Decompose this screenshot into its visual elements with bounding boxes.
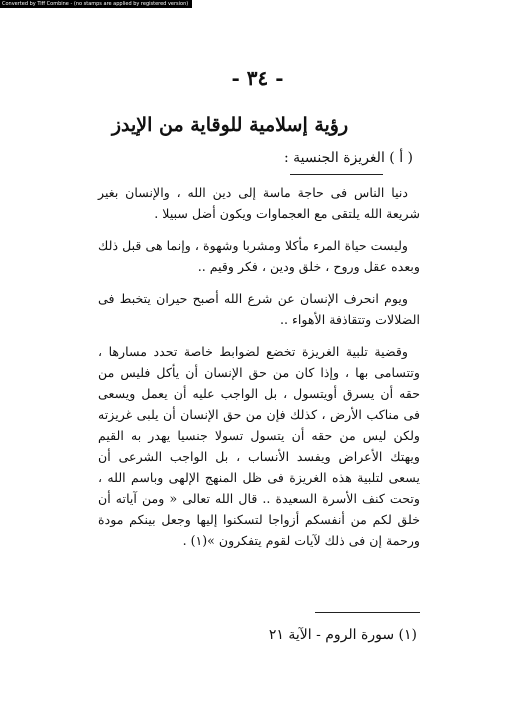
paragraph: وقضية تلبية الغريزة تخضع لضوابط خاصة تحدد مسارها ، وتتسامى بها ، وإذا كان من حق الإنسان أن يأكل فليس من حقه أن يسرق أويتسول ، بل الواجب عليه أن يعمل ويسعى فى مناكب الأرض ، كذلك فإن من حق الإنسان أن يلبى غريزته ولكن ليس من حقه أن يتسول تسولا جنسيا يهدر به القيم ويهتك الأعراض ويفسد الأنساب ، بل الواجب الشرعى أن يسعى لتلبية هذه الغريزة فى ظل المنهج الإلهى وباسم الله ، وتحت كنف الأسرة السعيدة .. قال الله تعالى « ومن آياته أن خلق لكم من أنفسكم أزواجا لتسكنوا إليها وجعل بينكم مودة ورحمة إن فى ذلك لآيات لقوم يتفكرون »(١) . bbox=[98, 344, 420, 548]
paragraph: وليست حياة المرء مأكلا ومشربا وشهوة ، وإنما هى قبل ذلك وبعده عقل وروح ، خلق ودين ، فكر وقيم .. bbox=[98, 238, 420, 274]
section-heading: ( أ ) الغريزة الجنسية : bbox=[283, 150, 413, 166]
footnote-divider bbox=[315, 612, 420, 613]
converter-banner: Converted by Tiff Combine - (no stamps are applied by registered version) bbox=[0, 0, 192, 8]
body-text bbox=[98, 182, 420, 551]
page-title: رؤية إسلامية للوقاية من الإيدز bbox=[111, 114, 349, 136]
paragraph: دنيا الناس فى حاجة ماسة إلى دين الله ، والإنسان بغير شريعة الله يلتقى مع العجماوات ويكون أضل سبيلا . bbox=[98, 185, 420, 221]
heading-underline bbox=[290, 174, 383, 175]
page-number: - ٣٤ - bbox=[231, 66, 284, 90]
paragraph: ويوم انحرف الإنسان عن شرع الله أصبح حيران يتخبط فى الضلالات وتتقاذفة الأهواء .. bbox=[98, 291, 420, 327]
footnote: (١) سورة الروم - الآية ٢١ bbox=[268, 627, 417, 643]
